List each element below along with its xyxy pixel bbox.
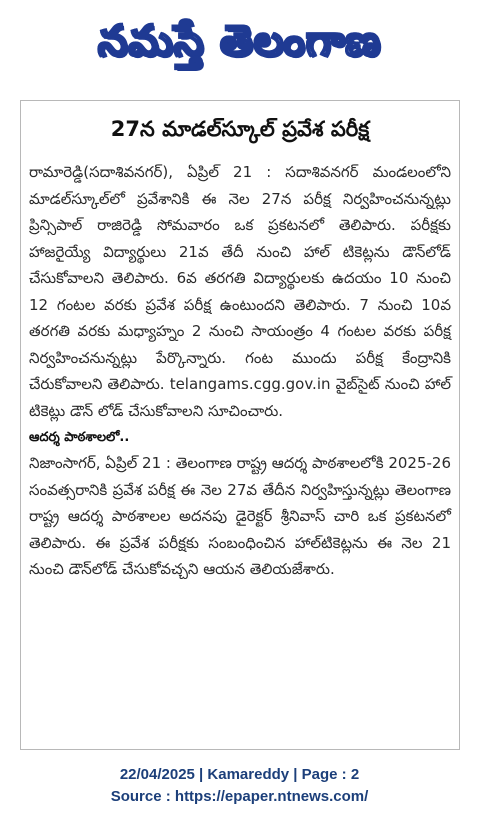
article-subheading: ఆదర్శ పాఠశాలలో.. (29, 430, 130, 445)
footer-date-edition-page: 22/04/2025 | Kamareddy | Page : 2 (119, 766, 360, 783)
footer-source: Source : https://epaper.ntnews.com/ (110, 788, 369, 805)
newspaper-logo-title: నమస్తే తెలంగాణ (97, 16, 382, 65)
article-paragraph-1: రామారెడ్డి(సదాశివనగర్), ఏప్రిల్ 21 : సదాశివనగర్ మండలంలోని మాడల్‌స్కూల్‌లో ప్రవేశానికి ఈ నెల 27న పరీక్ష నిర్వహించనున్నట్లు ప్రిన్సిపాల్ రాజిరెడ్డి సోమవారం ఒక ప్రకటనలో తెలిపారు. పరీక్షకు హాజరైయ్యే విద్యార్థులు 21వ తేదీ నుంచి హాల్ టికెట్లను డౌన్‌లోడ్ చేసుకోవాలని తెలిపారు. 6వ తరగతి విద్యార్థులకు ఉదయం 10 నుంచి 12 గంటల వరకు ప్రవేశ పరీక్ష ఉంటుందని తెలిపారు. 7 నుంచి 10వ తరగతి వరకు మధ్యాహ్నం 2 నుంచి సాయంత్రం 4 గంటల వరకు పరీక్ష నిర్వహించనున్నట్లు పేర్కొన్నారు. గంట ముందు పరీక్ష కేంద్రానికి చేరుకోవాలని తెలిపారు. telangams.cgg.gov.in వైబ్‌సైట్ నుంచి హాల్ టికెట్లు డౌన్ లోడ్ చేసుకోవాలని సూచించారు. (29, 163, 451, 420)
article-headline: 27న మాడల్‌స్కూల్ ప్రవేశ పరీక్ష (110, 117, 370, 141)
newspaper-masthead (0, 0, 479, 82)
page-footer (0, 764, 479, 808)
article-paragraph-2: నిజాంసాగర్, ఏప్రిల్ 21 : తెలంగాణ రాష్ట్ర ఆదర్శ పాఠశాలలోకి 2025-26 సంవత్సరానికి ప్రవేశ పరీక్ష ఈ నెల 27వ తేదీన నిర్వహిస్తున్నట్లు తెలంగాణ రాష్ట్ర ఆదర్శ పాఠశాలల అదనపు డైరెక్టర్ శ్రీనివాస్ చారి ఒక ప్రకటనలో తెలిపారు. ఈ ప్రవేశ పరీక్షకు సంబంధించిన హాల్‌టికెట్లను ఈ నెల 21 నుంచి డౌన్‌లోడ్ చేసుకోవచ్చని ఆయన తెలియజేశారు. (29, 454, 451, 578)
news-article (20, 100, 460, 750)
